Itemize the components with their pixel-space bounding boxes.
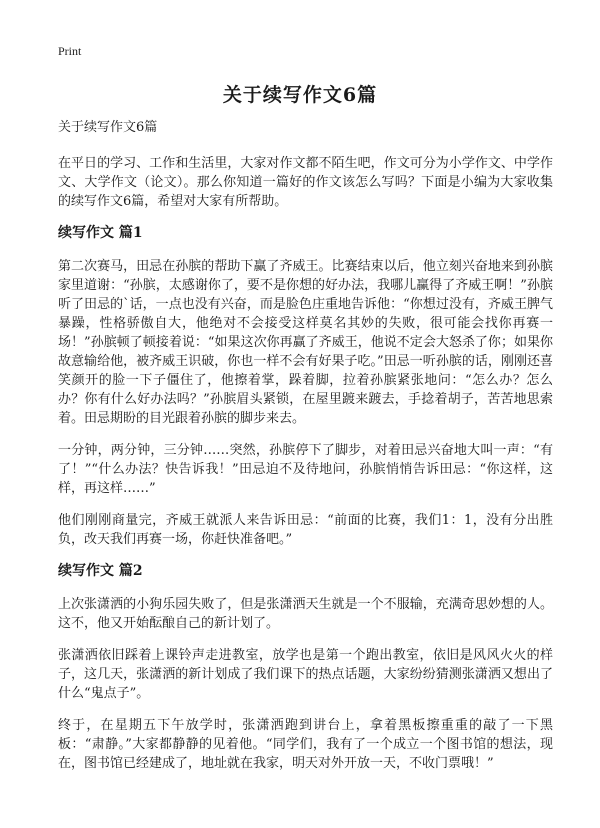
print-link[interactable]: Print — [58, 44, 82, 58]
section-2-paragraph-3: 终于，在星期五下午放学时，张潇洒跑到讲台上，拿着黑板擦重重的敲了一下黑板：“肃静。”大家都静静的见着他。“同学们，我有了一个成立一个图书馆的想法，现在，图书馆已经建成了，地址就在我家，明天对外开放一天，不收门票哦！” — [58, 718, 553, 771]
section-2-paragraph-1: 上次张潇洒的小狗乐园失败了，但是张潇洒天生就是一个不服输，充满奇思妙想的人。这不，他又开始酝酿自己的新计划了。 — [58, 597, 553, 631]
article-body — [58, 118, 553, 786]
section-1-paragraph-1: 第二次赛马，田忌在孙膑的帮助下赢了齐威王。比赛结束以后，他立刻兴奋地来到孙膑家里道谢：“孙膑，太感谢你了，要不是你想的好办法，我哪儿赢得了齐威王啊！”孙膑听了田忌的`话，一点也没有兴奋，而是脸色庄重地告诉他：“你想过没有，齐威王脾气暴躁，性格骄傲自大，他绝对不会接受这样莫名其妙的失败，很可能会找你再赛一场！”孙膑顿了顿接着说：“如果这次你再赢了齐威王，他说不定会大怒杀了你；如果你故意输给他，被齐威王识破，你也一样不会有好果子吃。”田忌一听孙膑的话，刚刚还喜笑颜开的脸一下子僵住了，他擦着掌，跺着脚，拉着孙膑紧张地问：“怎么办？怎么办？你有什么好办法吗？”孙膑眉头紧锁，在屋里踱来踱去，手捻着胡子，苦苦地思索着。田忌期盼的目光跟着孙膑的脚步来去。 — [58, 259, 553, 426]
section-1-paragraph-2: 一分钟，两分钟，三分钟……突然，孙膑停下了脚步，对着田忌兴奋地大叫一声：“有了！”“什么办法？快告诉我！”田忌迫不及待地问，孙膑悄悄告诉田忌：“你这样，这样，再这样……” — [58, 443, 553, 496]
page-title: 关于续写作文6篇 — [222, 84, 378, 106]
section-1-paragraph-3: 他们刚刚商量完，齐威王就派人来告诉田忌：“前面的比赛，我们1：1，没有分出胜负，改天我们再赛一场，你赶快准备吧。” — [58, 513, 553, 547]
section-heading-1: 续写作文 篇1 — [58, 225, 143, 241]
article-subtitle: 关于续写作文6篇 — [58, 120, 158, 135]
section-2-paragraph-2: 张潇洒依旧踩着上课铃声走进教室，放学也是第一个跑出教室，依旧是风风火火的样子，这几天，张潇洒的新计划成了我们课下的热点话题，大家纷纷猜测张潇洒又想出了什么“鬼点子”。 — [58, 648, 553, 701]
intro-paragraph: 在平日的学习、工作和生活里，大家对作文都不陌生吧，作文可分为小学作文、中学作文、大学作文（论文）。那么你知道一篇好的作文该怎么写吗？下面是小编为大家收集的续写作文6篇，希望对大家有所帮助。 — [58, 156, 553, 209]
section-heading-2: 续写作文 篇2 — [58, 563, 143, 579]
